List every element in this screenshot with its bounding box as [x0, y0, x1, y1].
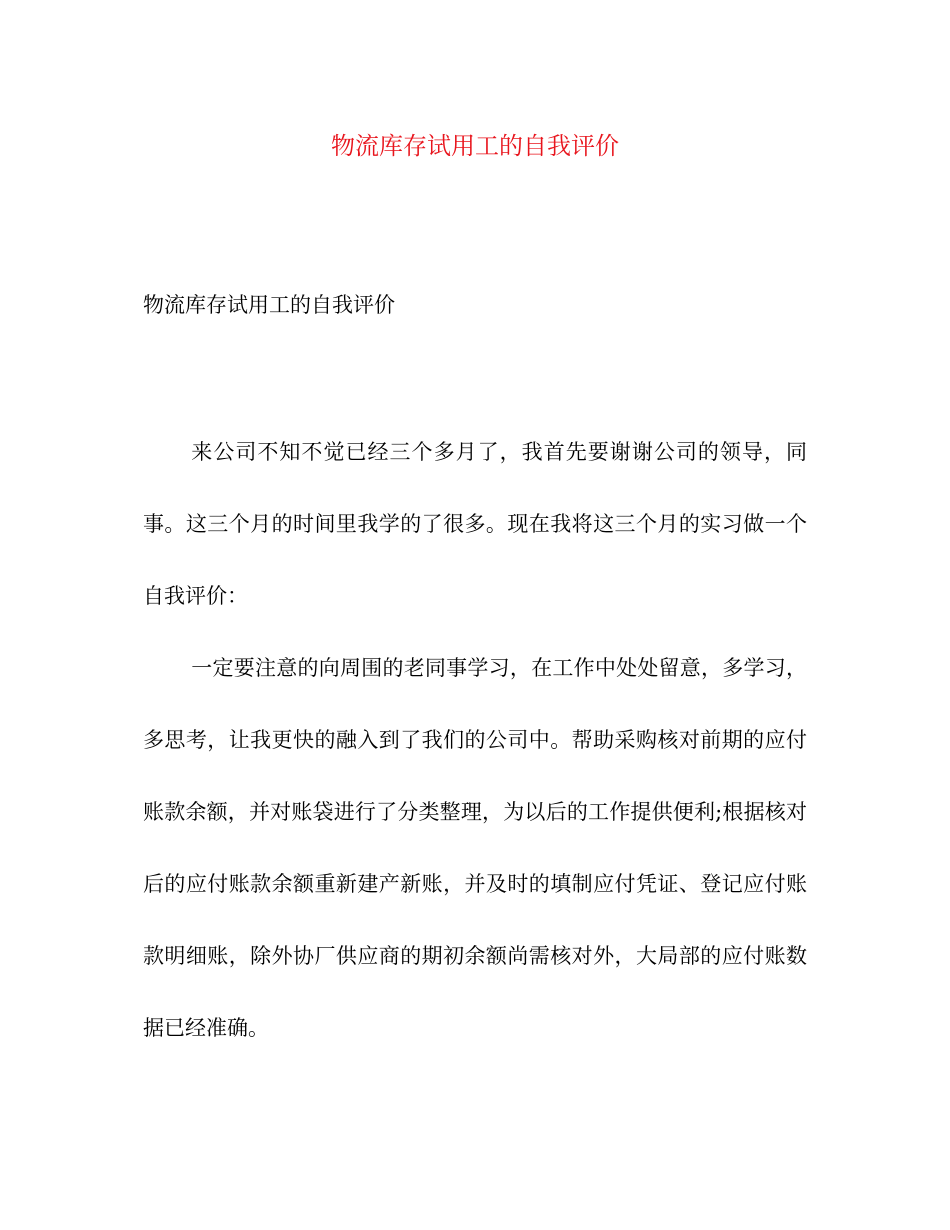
paragraph-1: 来公司不知不觉已经三个多月了，我首先要谢谢公司的领导，同事。这三个月的时间里我学的了很多。现在我将这三个月的实习做一个自我评价： [143, 440, 807, 608]
document-title: 物流库存试用工的自我评价 [331, 132, 619, 160]
paragraph-2: 一定要注意的向周围的老同事学习，在工作中处处留意，多学习，多思考，让我更快的融入到了我们的公司中。帮助采购核对前期的应付账款余额，并对账袋进行了分类整理，为以后的工作提供便利;根据核对后的应付账款余额重新建产新账，并及时的填制应付凭证、登记应付账款明细账，除外协厂供应商的期初余额尚需核对外，大局部的应付账数据已经准确。 [143, 656, 807, 1040]
document-subtitle: 物流库存试用工的自我评价 [143, 293, 395, 317]
